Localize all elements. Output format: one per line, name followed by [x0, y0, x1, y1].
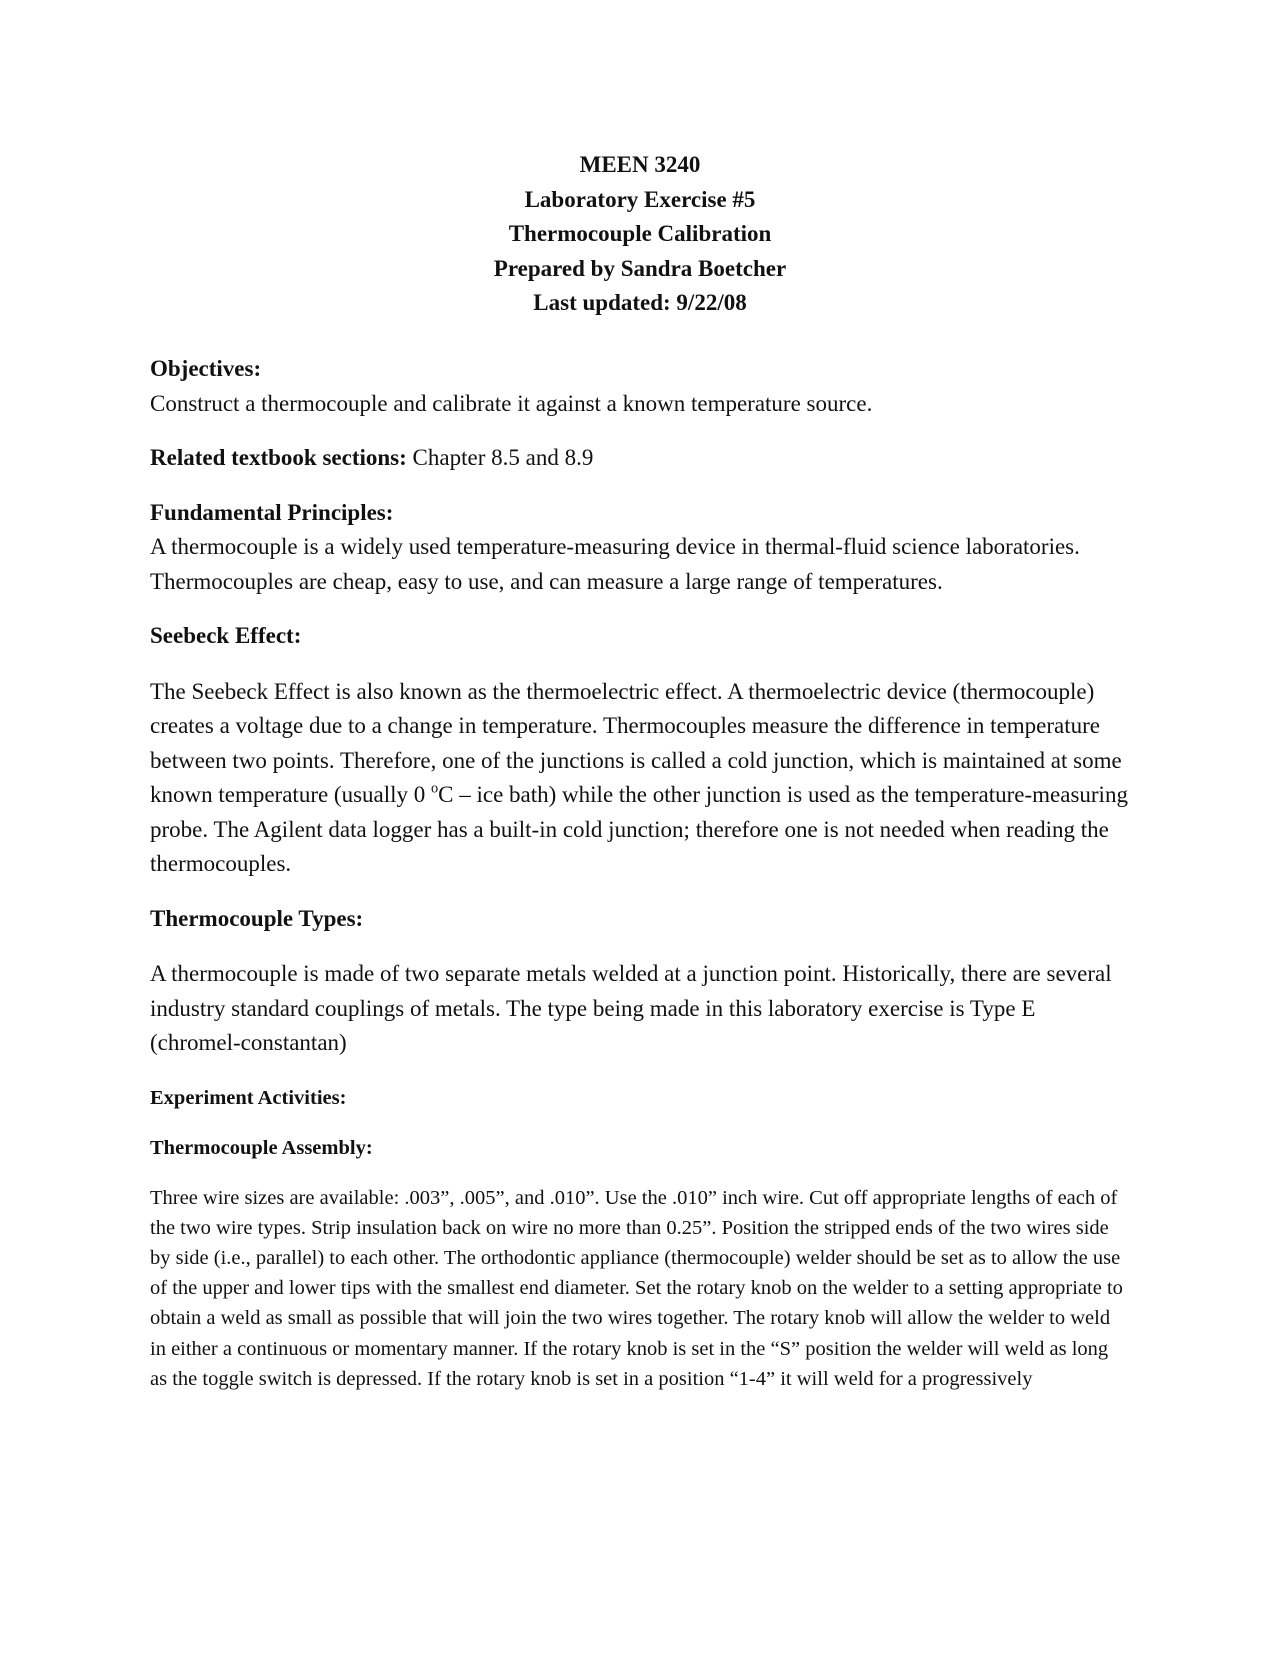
related-text: Chapter 8.5 and 8.9	[406, 445, 594, 470]
exercise-number: Laboratory Exercise #5	[524, 186, 756, 212]
related-label: Related textbook sections:	[150, 445, 407, 470]
assembly-text: Three wire sizes are available: .003”, .005”, and .010”. Use the .010” inch wire. Cut off appropriate lengths of each of the two wire types. Strip insulation back on wire no more than 0.25”. Position the stripped ends of the two wires side by side (i.e., parallel) to each other. The orthodontic appliance (thermocouple) welder should be set as to allow the use of the upper and lower tips with the smallest end diameter. Set the rotary knob on the welder to a setting appropriate to obtain a weld as small as possible that will join the two wires together. The rotary knob will allow the welder to weld in either a continuous or momentary manner. If the rotary knob is set in the “S” position the welder will weld as long as the toggle switch is depressed. If the rotary knob is set in a position “1-4” it will weld for a progressively	[150, 1186, 1123, 1390]
author-line: Prepared by Sandra Boetcher	[493, 255, 787, 281]
document-title: Thermocouple Calibration	[508, 221, 772, 246]
objectives-text: Construct a thermocouple and calibrate it against a known temperature source.	[150, 390, 873, 416]
degree-symbol: o	[431, 780, 439, 797]
activities-heading: Experiment Activities:	[150, 1086, 347, 1109]
course-code: MEEN 3240	[579, 152, 701, 177]
fundamentals-heading: Fundamental Principles:	[150, 499, 394, 525]
assembly-heading: Thermocouple Assembly:	[150, 1136, 373, 1159]
types-heading: Thermocouple Types:	[150, 905, 364, 931]
seebeck-heading: Seebeck Effect:	[150, 623, 302, 648]
seebeck-text-after: C – ice bath) while the other junction is used as the temperature-measuring probe. The Agilent data logger has a built-in cold junction; therefore one is not needed when reading the thermocouples.	[150, 782, 1128, 876]
seebeck-text	[150, 675, 1130, 882]
document-header	[0, 148, 1280, 321]
types-text: A thermocouple is made of two separate metals welded at a junction point. Historically, there are several industry standard couplings of metals. The type being made in this laboratory exercise is Type E (chromel-constantan)	[150, 961, 1112, 1055]
document-body	[150, 352, 1130, 1394]
seebeck-text-before: The Seebeck Effect is also known as the thermoelectric effect. A thermoelectric device (thermocouple) creates a voltage due to a change in temperature. Thermocouples measure the difference in temperature between two points. Therefore, one of the junctions is called a cold junction, which is maintained at some known temperature (usually 0	[150, 678, 1122, 807]
related-sections	[150, 441, 1130, 476]
fundamentals-text: A thermocouple is a widely used temperature-measuring device in thermal-fluid science laboratories. Thermocouples are cheap, easy to use, and can measure a large range of temperatures.	[150, 534, 1080, 594]
objectives-heading: Objectives:	[150, 356, 262, 381]
last-updated: Last updated: 9/22/08	[533, 290, 747, 315]
